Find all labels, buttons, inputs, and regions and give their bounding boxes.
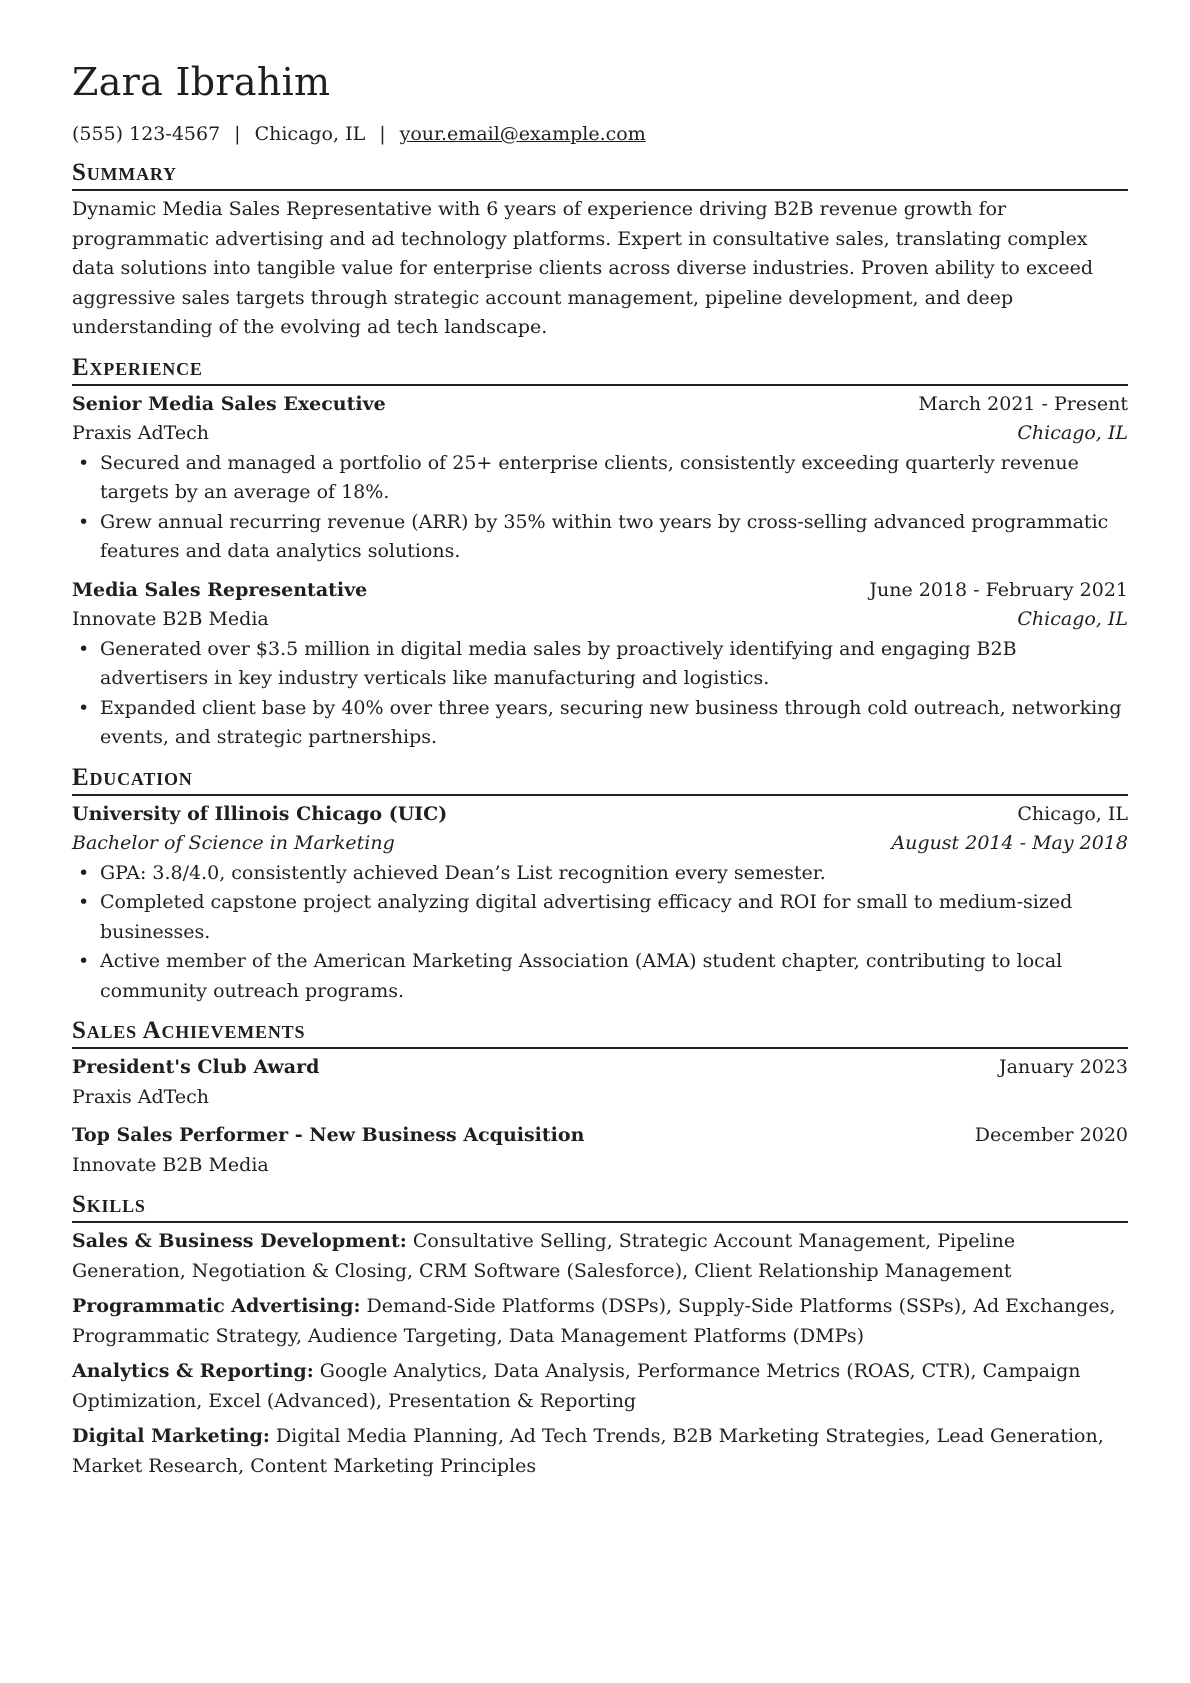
bullet-item: • Generated over $3.5 million in digital media sales by proactively identifying and engaging B2B advertisers in key industry verticals like manufacturing and logistics. [72,635,1128,694]
section-title-experience: Experience [72,353,1128,386]
achievement-entry [72,1121,1128,1180]
achievements-section [72,1016,1128,1180]
skill-group-text: Demand-Side Platforms (DSPs), Supply-Side Platforms (SSPs), Ad Exchanges, Programmatic Strategy, Audience Targeting, Data Management Platforms (DMPs) [72,1295,1116,1347]
experience-section [72,353,1128,753]
job-location: Chicago, IL [1017,608,1128,630]
section-title-achievements: Sales Achievements [72,1016,1128,1049]
bullet-item: • Completed capstone project analyzing digital advertising efficacy and ROI for small to medium-sized businesses. [72,888,1128,947]
contact-separator: | [379,123,386,145]
skill-group [72,1227,1128,1286]
skill-group-text: Digital Media Planning, Ad Tech Trends, B2B Marketing Strategies, Lead Generation, Market Research, Content Marketing Principles [72,1425,1104,1477]
job-title: Senior Media Sales Executive [72,392,386,415]
resume-page [72,58,1128,1481]
bullet-item: • Expanded client base by 40% over three years, securing new business through cold outreach, networking events, and strategic partnerships. [72,694,1128,753]
candidate-name: Zara Ibrahim [72,60,331,104]
job-location: Chicago, IL [1017,422,1128,444]
school-name: University of Illinois Chicago (UIC) [72,802,448,825]
contact-separator: | [234,123,241,145]
summary-section [72,158,1128,343]
education-dates: August 2014 - May 2018 [891,832,1128,854]
experience-entry [72,576,1128,753]
skill-group-label: Programmatic Advertising: [72,1295,361,1317]
award-name: President's Club Award [72,1056,320,1078]
award-organization: Praxis AdTech [72,1085,209,1108]
skills-section [72,1190,1128,1481]
job-dates: June 2018 - February 2021 [869,578,1128,601]
job-bullets [72,449,1128,567]
school-location: Chicago, IL [1017,802,1128,825]
award-organization: Innovate B2B Media [72,1153,269,1176]
job-dates: March 2021 - Present [918,392,1128,415]
company-name: Praxis AdTech [72,422,209,444]
skill-group [72,1422,1128,1481]
award-date: December 2020 [974,1124,1128,1146]
resume-header [72,58,1128,148]
skill-group [72,1292,1128,1351]
skill-group-label: Digital Marketing: [72,1425,270,1447]
education-section [72,763,1128,1007]
skill-group-label: Analytics & Reporting: [72,1360,314,1382]
skill-group-text: Consultative Selling, Strategic Account Management, Pipeline Generation, Negotiation & Closing, CRM Software (Salesforce), Client Relationship Management [72,1230,1016,1282]
job-title: Media Sales Representative [72,578,368,601]
achievement-entry [72,1053,1128,1112]
bullet-item: • Active member of the American Marketing Association (AMA) student chapter, contributing to local community outreach programs. [72,947,1128,1006]
award-name: Top Sales Performer - New Business Acquisition [72,1124,585,1146]
contact-location: Chicago, IL [254,123,366,145]
job-bullets [72,635,1128,753]
section-title-education: Education [72,763,1128,796]
section-title-summary: Summary [72,158,1128,191]
contact-line [72,120,1128,148]
section-title-skills: Skills [72,1190,1128,1223]
skill-group-text: Google Analytics, Data Analysis, Performance Metrics (ROAS, CTR), Campaign Optimization, Excel (Advanced), Presentation & Reporting [72,1360,1081,1412]
email-link[interactable]: your.email@example.com [399,123,646,145]
experience-entry [72,390,1128,567]
company-name: Innovate B2B Media [72,608,269,630]
skill-group-label: Sales & Business Development: [72,1230,407,1252]
award-date: January 2023 [999,1056,1128,1078]
skill-group [72,1357,1128,1416]
education-bullets [72,859,1128,1007]
education-entry [72,800,1128,1007]
degree-name: Bachelor of Science in Marketing [72,832,395,854]
bullet-item: • GPA: 3.8/4.0, consistently achieved Dean’s List recognition every semester. [72,859,1128,889]
bullet-item: • Grew annual recurring revenue (ARR) by 35% within two years by cross-selling advanced programmatic features and data analytics solutions. [72,508,1128,567]
bullet-item: • Secured and managed a portfolio of 25+ enterprise clients, consistently exceeding quarterly revenue targets by an average of 18%. [72,449,1128,508]
summary-text: Dynamic Media Sales Representative with 6 years of experience driving B2B revenue growth for programmatic advertising and ad technology platforms. Expert in consultative sales, translating complex data solutions into tangible value for enterprise clients across diverse industries. Proven ability to exceed aggressive sales targets through strategic account management, pipeline development, and deep understanding of the evolving ad tech landscape. [72,198,1094,338]
phone-number: (555) 123-4567 [72,123,221,145]
